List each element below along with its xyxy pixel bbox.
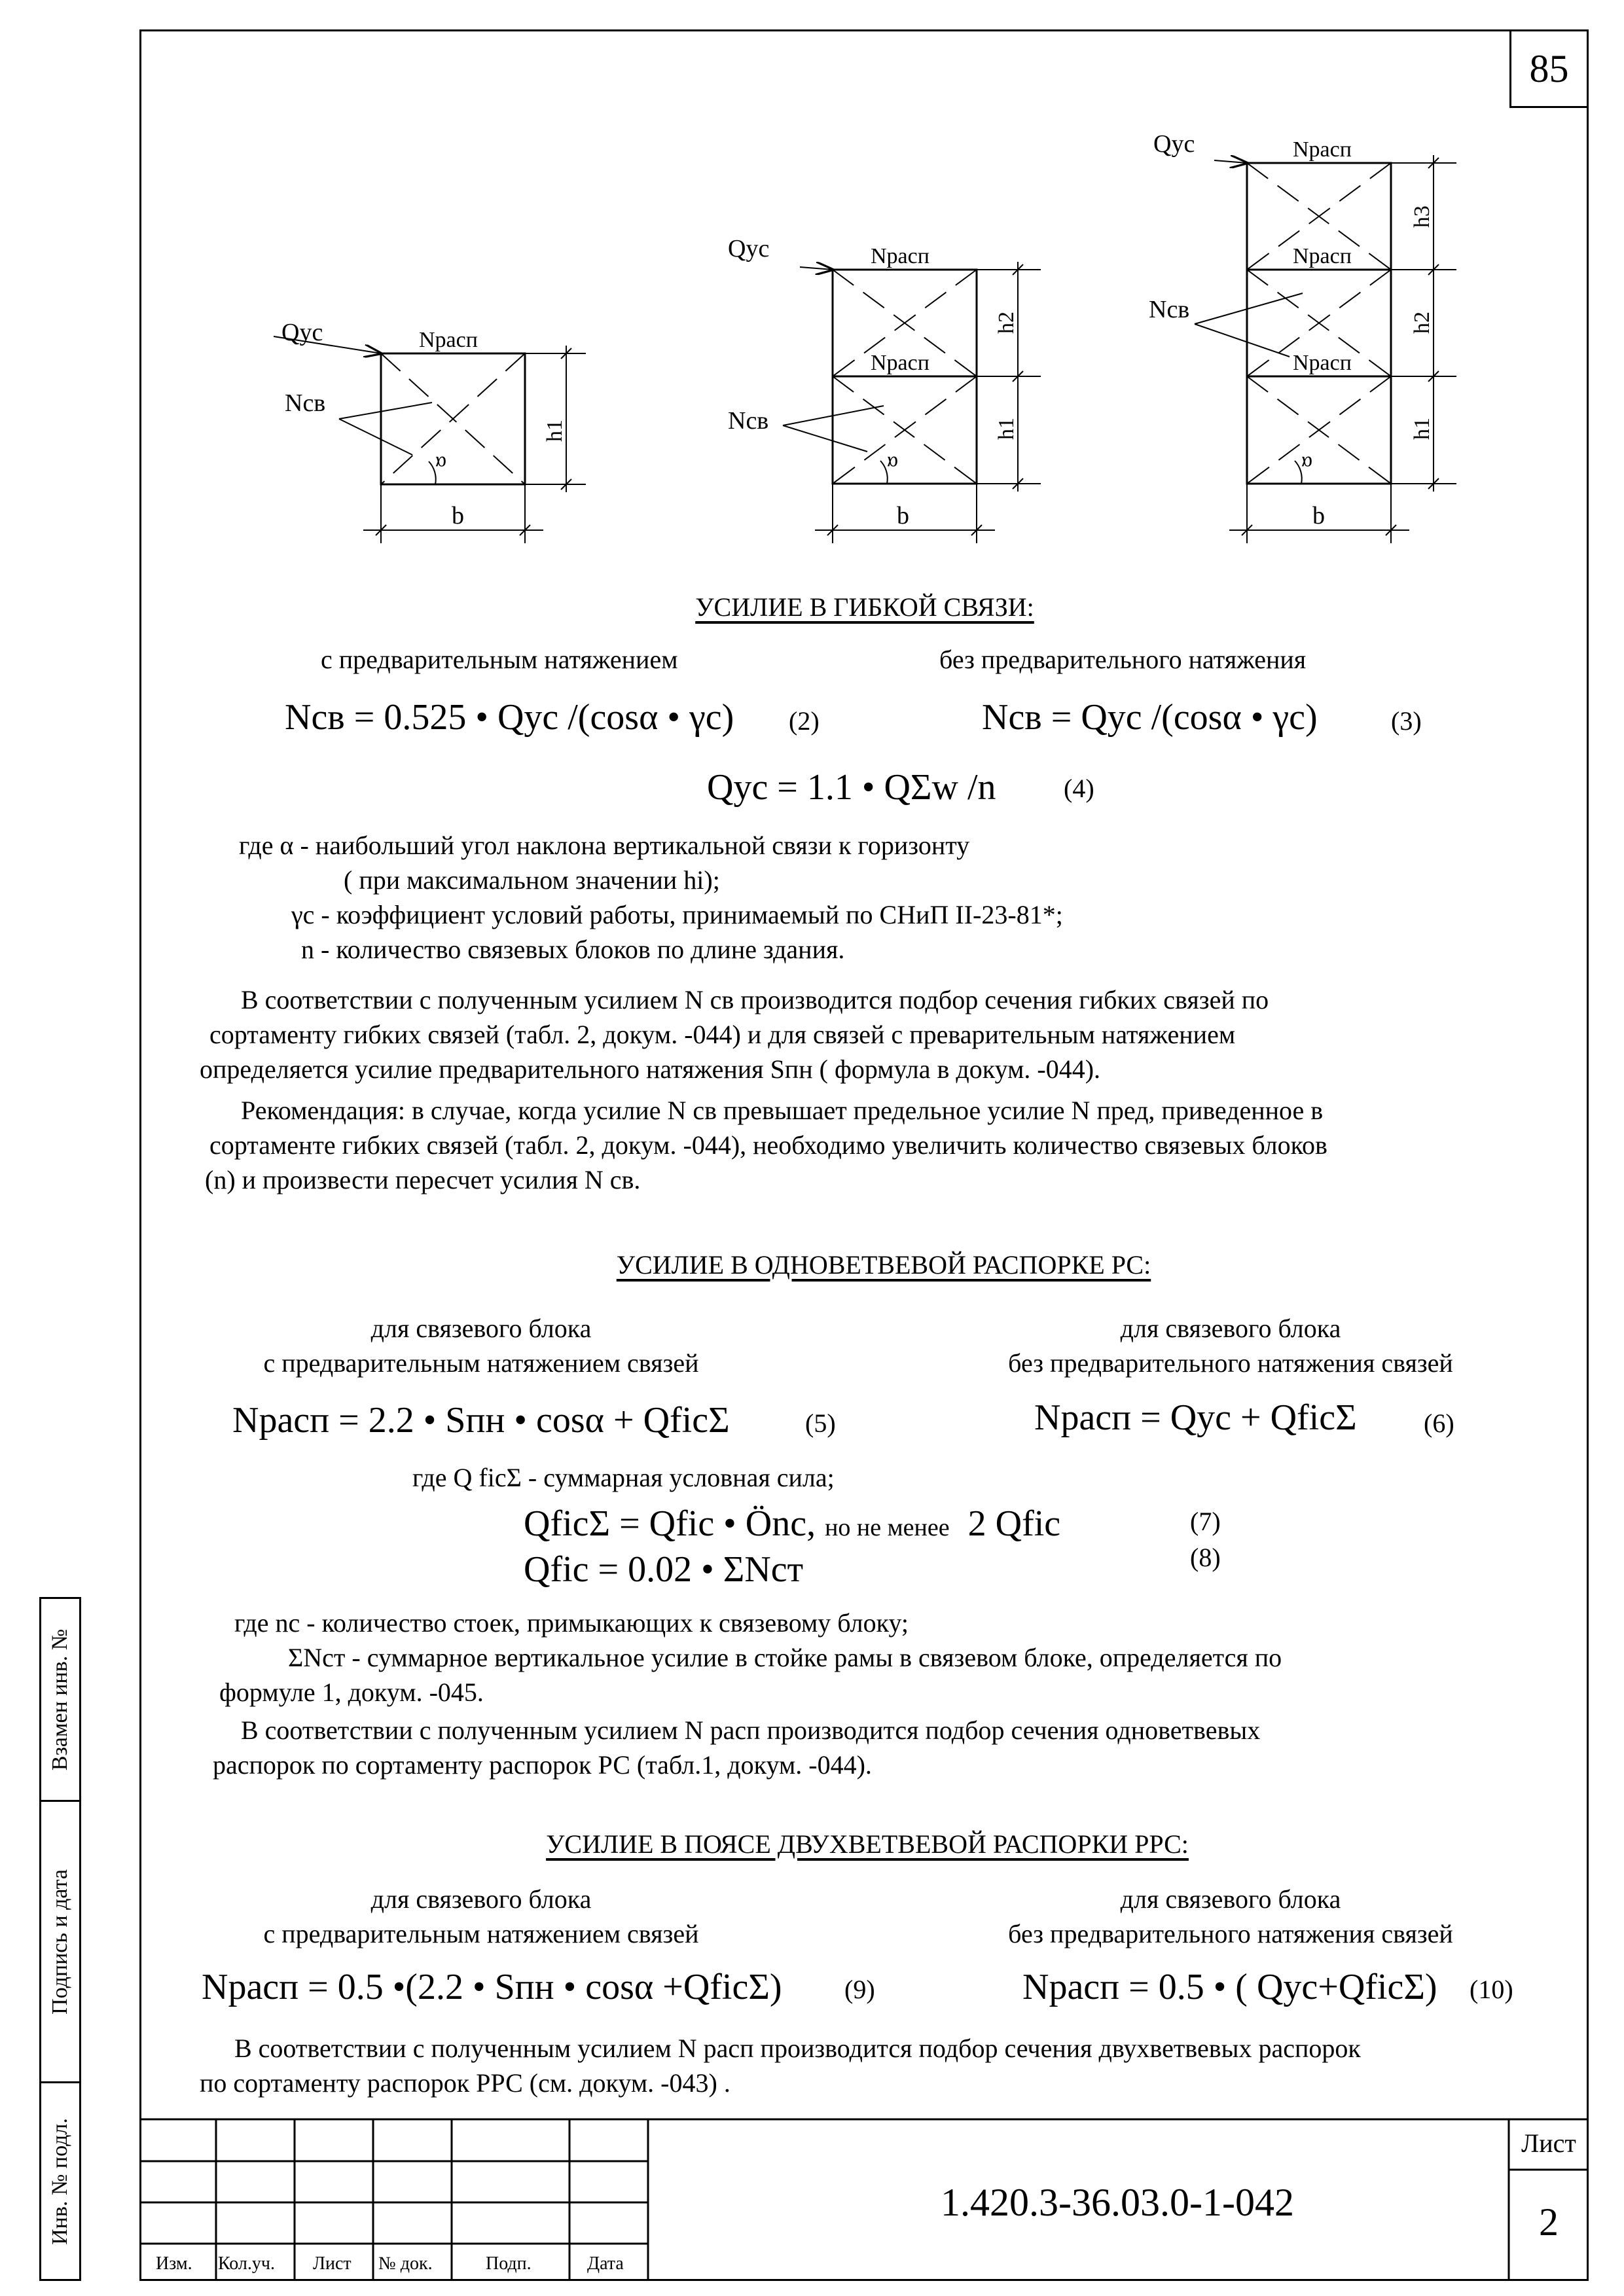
- stamp-strip: [81, 1597, 141, 2281]
- formula-4: Qус = 1.1 • QΣw /n: [707, 767, 996, 808]
- section3-para-line1: В соответствии с полученным усилием N расп производится подбор сечения двухветвевых распорок: [234, 2034, 1361, 2063]
- d1-nrasp-label: Nрасп: [419, 328, 478, 352]
- formula-7: [524, 1505, 1060, 1542]
- section3-right-caption-2: без предварительного натяжения связей: [1008, 1919, 1453, 1948]
- where-nc: где nс - количество стоек, примыкающих к связевому блоку;: [234, 1608, 909, 1638]
- stamp-replacement-inv-label: Взамен инв. №: [48, 1628, 72, 1770]
- stamp-original-inv-label: Инв. № подл.: [48, 2117, 72, 2245]
- formula-6: Nрасп = Qус + QficΣ: [1034, 1397, 1357, 1438]
- d3-b-label: b: [1312, 502, 1325, 529]
- tb-col-sheet: Лист: [313, 2253, 352, 2274]
- d3-h1-label: h1: [1410, 418, 1434, 440]
- section2-heading: УСИЛИЕ В ОДНОВЕТВЕВОЙ РАСПОРКЕ РС:: [616, 1250, 1151, 1280]
- where-sum-nst: ΣNст - суммарное вертикальное усилие в стойке рамы в связевом блоке, определяется по: [288, 1643, 1282, 1672]
- where-alpha: где α - наибольший угол наклона вертикальной связи к горизонту: [239, 831, 970, 860]
- d2-h2-label: h2: [994, 312, 1019, 334]
- section1-para1-line3: определяется усилие предварительного натяжения Sпн ( формула в докум. -044).: [200, 1054, 1101, 1084]
- formula-2-dot: •: [475, 697, 497, 738]
- d3-nrasp-low-label: Nрасп: [1293, 351, 1352, 375]
- section1-para1-line2: сортаменту гибких связей (табл. 2, докум. -044) и для связей с преварительным натяжением: [209, 1020, 1236, 1049]
- formula-3: Nсв = Qус /(cosα • γс): [982, 697, 1318, 738]
- formula-2-number: (2): [789, 706, 820, 736]
- section2-para-line1: В соответствии с полученным усилием N расп производится подбор сечения одноветвевых: [241, 1715, 1261, 1745]
- section1-para1-line1: В соответствии с полученным усилием N св производится подбор сечения гибких связей по: [241, 985, 1269, 1014]
- section3-left-caption-1: для связевого блока: [370, 1884, 592, 1914]
- section1-left-caption: с предварительным натяжением: [321, 645, 678, 674]
- d2-h1-label: h1: [994, 418, 1019, 440]
- where-alpha-note: ( при максимальном значении hi);: [344, 865, 720, 895]
- bracing-diagrams: [0, 0, 1624, 589]
- section1-heading: УСИЛИЕ В ГИБКОЙ СВЯЗИ:: [695, 592, 1034, 622]
- formula-10: Nрасп = 0.5 • ( Qус+QficΣ): [1022, 1967, 1437, 2007]
- section1-right-caption: без предварительного натяжения: [939, 645, 1307, 674]
- stamp-original-inv: [39, 2081, 81, 2281]
- sheet-number: 2: [1539, 2200, 1559, 2244]
- section2-para-line2: распорок по сортаменту распорок РС (табл.1, докум. -044).: [213, 1750, 872, 1780]
- formula-2-part-a: Nсв = 0.525: [285, 697, 476, 738]
- d1-qyc-label: Qус: [281, 319, 323, 346]
- d3-nsv-label: Nсв: [1149, 296, 1190, 323]
- d1-h1-label: h1: [543, 420, 567, 442]
- formula-6-number: (6): [1424, 1408, 1454, 1438]
- tb-col-sign: Подп.: [486, 2253, 532, 2274]
- formula-3-number: (3): [1391, 706, 1422, 736]
- d1-b-label: b: [452, 502, 464, 529]
- formula-2: [285, 699, 734, 736]
- d3-qyc-label: Qус: [1153, 130, 1195, 158]
- formula-10-number: (10): [1470, 1975, 1513, 2004]
- where-n: n - количество связевых блоков по длине здания.: [301, 935, 845, 964]
- formula-7-tail: но не менее: [825, 1514, 950, 1541]
- d2-nsv-label: Nсв: [728, 407, 769, 435]
- formula-9: Nрасп = 0.5 •(2.2 • Sпн • cosα +QficΣ): [202, 1967, 782, 2007]
- section2-right-caption-1: для связевого блока: [1120, 1314, 1341, 1343]
- stamp-replacement-inv: [39, 1597, 81, 1802]
- section2-right-caption-2: без предварительного натяжения связей: [1008, 1348, 1453, 1378]
- d3-nrasp-top-label: Nрасп: [1293, 137, 1352, 162]
- sheet-label: Лист: [1521, 2128, 1576, 2158]
- section2-left-caption-2: с предварительным натяжением связей: [263, 1348, 699, 1378]
- formula-7-number: (7): [1190, 1507, 1221, 1536]
- section1-para2-line1: Рекомендация: в случае, когда усилие N св превышает предельное усилие N пред, приведенное в: [241, 1096, 1324, 1125]
- section1-para2-line3: (n) и произвести пересчет усилия N св.: [205, 1165, 641, 1194]
- d2-b-label: b: [897, 502, 909, 529]
- formula-8-number: (8): [1190, 1543, 1221, 1572]
- section2-left-caption-1: для связевого блока: [370, 1314, 592, 1343]
- section3-right-caption-1: для связевого блока: [1120, 1884, 1341, 1914]
- d2-nrasp-top-label: Nрасп: [871, 244, 929, 268]
- stamp-signature-date: [39, 1800, 81, 2083]
- d3-nrasp-mid-label: Nрасп: [1293, 244, 1352, 268]
- formula-9-number: (9): [844, 1975, 875, 2004]
- d2-qyc-label: Qус: [728, 235, 770, 262]
- section3-left-caption-2: с предварительным натяжением связей: [263, 1919, 699, 1948]
- formula-4-number: (4): [1064, 774, 1094, 803]
- formula-5: Nрасп = 2.2 • Sпн • cosα + QficΣ: [232, 1400, 730, 1441]
- formula-7-main: QficΣ = Qfic • Önс,: [524, 1503, 816, 1544]
- d3-h2-label: h2: [1410, 312, 1434, 334]
- formula-8: Qfic = 0.02 • ΣNст: [524, 1549, 804, 1590]
- formula-7-end: 2 Qfic: [967, 1503, 1061, 1544]
- page-number: 85: [1509, 29, 1589, 108]
- where-qfic: где Q ficΣ - суммарная условная сила;: [412, 1463, 835, 1492]
- section3-heading: УСИЛИЕ В ПОЯСЕ ДВУХВЕТВЕВОЙ РАСПОРКИ РРС:: [546, 1829, 1189, 1859]
- d1-nsv-label: Nсв: [285, 389, 326, 417]
- tb-col-count: Кол.уч.: [218, 2253, 275, 2274]
- where-gamma: γс - коэффициент условий работы, принимаемый по СНиП II-23-81*;: [291, 900, 1063, 929]
- d3-h3-label: h3: [1410, 206, 1434, 228]
- section1-para2-line2: сортаменте гибких связей (табл. 2, докум. -044), необходимо увеличить количество связевых блоков: [209, 1130, 1327, 1160]
- document-code: 1.420.3-36.03.0-1-042: [941, 2181, 1294, 2224]
- stamp-signature-date-label: Подпись и дата: [48, 1869, 72, 2015]
- formula-2-part-c: Qус /(cosα • γс): [497, 697, 734, 738]
- d2-alpha-label: α: [887, 452, 898, 476]
- tb-col-date: Дата: [587, 2253, 624, 2274]
- d2-nrasp-mid-label: Nрасп: [871, 351, 929, 375]
- d1-alpha-label: α: [435, 452, 446, 476]
- section3-para-line2: по сортаменту распорок РРС (см. докум. -043) .: [200, 2068, 731, 2098]
- tb-col-doc: № док.: [378, 2253, 433, 2274]
- formula-5-number: (5): [805, 1408, 836, 1438]
- d3-alpha-label: α: [1301, 452, 1312, 476]
- tb-col-change: Изм.: [156, 2253, 192, 2274]
- where-sum-nst-ref: формуле 1, докум. -045.: [219, 1677, 484, 1707]
